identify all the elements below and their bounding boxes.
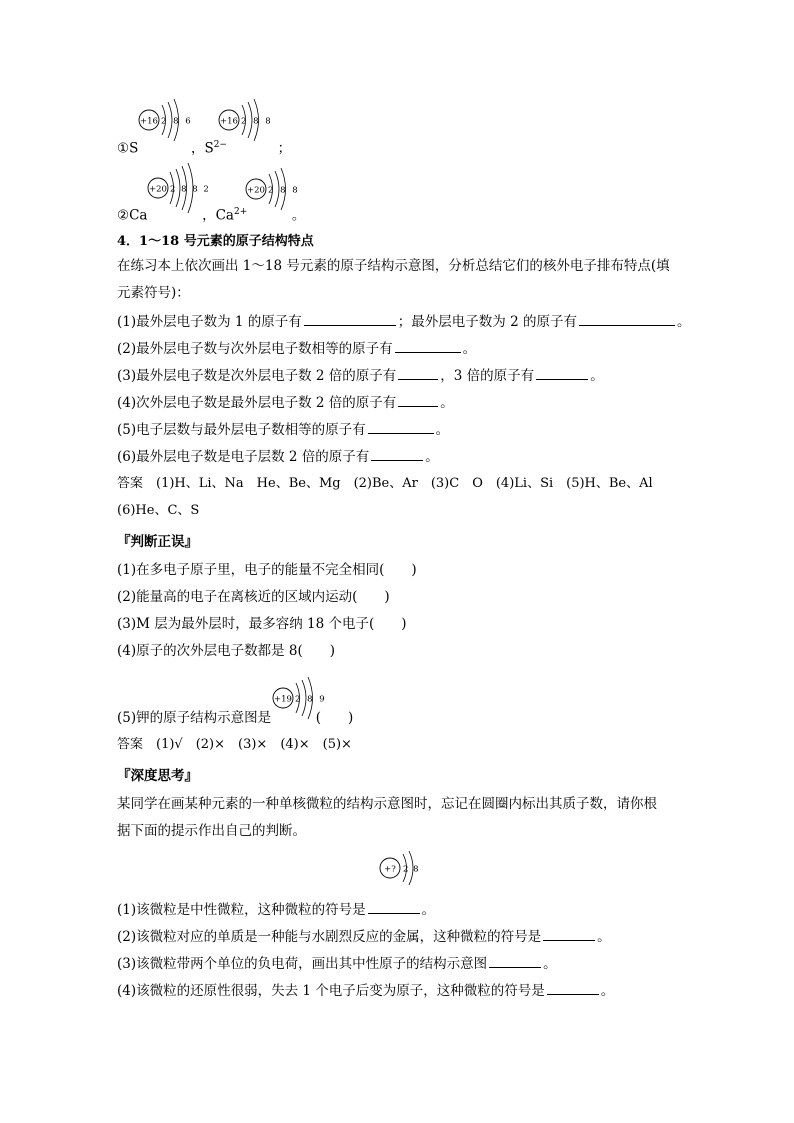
- dq2-text-b: 。: [597, 929, 611, 945]
- line-2-ca: [117, 203, 305, 225]
- bracket-close: 』: [184, 534, 198, 550]
- dq2-text-a: (2)该微粒对应的单质是一种能与水剧烈反应的金属，这种微粒的符号是: [117, 929, 542, 945]
- nucleus-charge: +16: [140, 116, 158, 127]
- dq4-text-b: 。: [600, 983, 615, 999]
- answer-blank[interactable]: [371, 447, 423, 461]
- answer-blank[interactable]: [398, 393, 438, 407]
- judge-heading: [117, 530, 198, 550]
- q3-text-a: (3)最外层电子数是次外层电子数 2 倍的原子有: [117, 368, 397, 384]
- dq3-text-b: 。: [543, 956, 557, 972]
- judge-item-2: (2)能量高的电子在离核近的区域内运动( ): [117, 589, 390, 605]
- question-6: [117, 447, 439, 466]
- question-3: [117, 366, 604, 385]
- electron-counts: 2 8 9: [295, 694, 327, 705]
- electron-counts: 2 8 6: [161, 116, 193, 127]
- judge-item-5: [117, 709, 353, 727]
- q1-text-c: 。: [676, 314, 691, 330]
- judge-item-5-paren: ( ): [315, 710, 354, 726]
- q4-text-a: (4)次外层电子数是最外层电子数 2 倍的原子有: [117, 395, 397, 411]
- line-end-punct: 。: [291, 207, 306, 224]
- ca2-label: ，Ca: [202, 207, 234, 224]
- answer-blank[interactable]: [536, 366, 588, 380]
- atom-diagram-unknown: [377, 848, 427, 888]
- question-2: [117, 339, 476, 358]
- deep-question-4: [117, 981, 614, 1000]
- q1-text-b: ；最外层电子数为 2 的原子有: [397, 314, 577, 330]
- q6-text-b: 。: [425, 449, 439, 465]
- dq3-text-a: (3)该微粒带两个单位的负电荷，画出其中性原子的结构示意图: [117, 956, 488, 972]
- line-1-s: [117, 136, 291, 158]
- deep-heading: [117, 764, 198, 784]
- question-5: [117, 420, 449, 439]
- answer-blank[interactable]: [543, 927, 595, 941]
- answer-blank[interactable]: [489, 954, 541, 968]
- judge-item-4: (4)原子的次外层电子数都是 8( ): [117, 643, 336, 659]
- electron-counts: 2 8 8: [268, 185, 300, 196]
- electron-counts: 2 8 8 2: [170, 184, 211, 195]
- answer-blank[interactable]: [579, 312, 675, 326]
- deep-intro-line-1: 某同学在画某种元素的一种单核微粒的结构示意图时，忘记在圆圈内标出其质子数，请你根: [117, 796, 657, 812]
- ca2-charge: 2+: [233, 207, 248, 217]
- judge-answer: 答案 (1)√ (2)× (3)× (4)× (5)×: [117, 737, 352, 752]
- q4-text-b: 。: [440, 395, 454, 411]
- q5-text-b: 。: [435, 422, 450, 438]
- q5-text-a: (5)电子层数与最外层电子数相等的原子有: [117, 422, 366, 438]
- nucleus-charge: +19: [274, 694, 292, 705]
- q6-text-a: (6)最外层电子数是电子层数 2 倍的原子有: [117, 449, 370, 465]
- q1-text-a: (1)最外层电子数为 1 的原子有: [117, 314, 302, 330]
- deep-question-2: [117, 927, 611, 946]
- judge-heading-text: 判断正误: [130, 534, 185, 550]
- nucleus-charge: +?: [384, 864, 396, 875]
- nucleus-charge: +20: [247, 185, 265, 196]
- deep-intro-line-2: 据下面的提示作出自己的判断。: [117, 823, 306, 839]
- dq4-text-a: (4)该微粒的还原性很弱，失去 1 个电子后变为原子，这种微粒的符号是: [117, 983, 545, 999]
- judge-item-1: (1)在多电子原子里，电子的能量不完全相同( ): [117, 562, 417, 578]
- q2-text-b: 。: [462, 341, 477, 357]
- answer-blank[interactable]: [398, 366, 438, 380]
- answer-blank[interactable]: [368, 420, 434, 434]
- section-4-title: 4．1～18 号元素的原子结构特点: [117, 234, 314, 249]
- question-1: [117, 312, 690, 331]
- bracket-open: 『: [117, 534, 131, 550]
- electron-counts: 2 8 8: [241, 116, 273, 127]
- q2-text-a: (2)最外层电子数与次外层电子数相等的原子有: [117, 341, 393, 357]
- answer-blank[interactable]: [368, 900, 420, 914]
- judge-item-5-text: (5)钾的原子结构示意图是: [117, 710, 272, 726]
- q3-text-c: 。: [590, 368, 604, 384]
- answer-line-2: (6)He、C、S: [117, 503, 200, 518]
- s-label: ①S: [117, 140, 139, 157]
- line-end-punct: ；: [277, 140, 292, 157]
- intro-line-1: 在练习本上依次画出 1～18 号元素的原子结构示意图，分析总结它们的核外电子排布特点(填: [117, 258, 670, 274]
- q3-text-b: ，3 倍的原子有: [440, 368, 535, 384]
- question-4: [117, 393, 454, 412]
- s2-charge: 2−: [213, 140, 227, 150]
- judge-item-3: (3)M 层为最外层时，最多容纳 18 个电子( ): [117, 616, 407, 632]
- nucleus-charge: +20: [149, 184, 167, 195]
- s2-label: ，S: [190, 140, 214, 157]
- deep-heading-text: 深度思考: [130, 768, 185, 784]
- answer-blank[interactable]: [304, 312, 396, 326]
- nucleus-charge: +16: [220, 116, 238, 127]
- answer-blank[interactable]: [547, 981, 599, 995]
- dq1-text-b: 。: [421, 902, 436, 918]
- bracket-open: 『: [117, 768, 131, 784]
- electron-counts: 2 8: [403, 864, 420, 875]
- answer-line-1: 答案 (1)H、Li、Na He、Be、Mg (2)Be、Ar (3)C O (4)Li、Si (5)H、Be、Al: [117, 476, 653, 491]
- deep-question-1: [117, 900, 435, 919]
- ca-label: ②Ca: [117, 207, 148, 224]
- intro-line-2: 元素符号)：: [117, 285, 190, 301]
- deep-question-3: [117, 954, 557, 973]
- answer-blank[interactable]: [395, 339, 461, 353]
- bracket-close: 』: [184, 768, 198, 784]
- dq1-text-a: (1)该微粒是中性微粒，这种微粒的符号是: [117, 902, 366, 918]
